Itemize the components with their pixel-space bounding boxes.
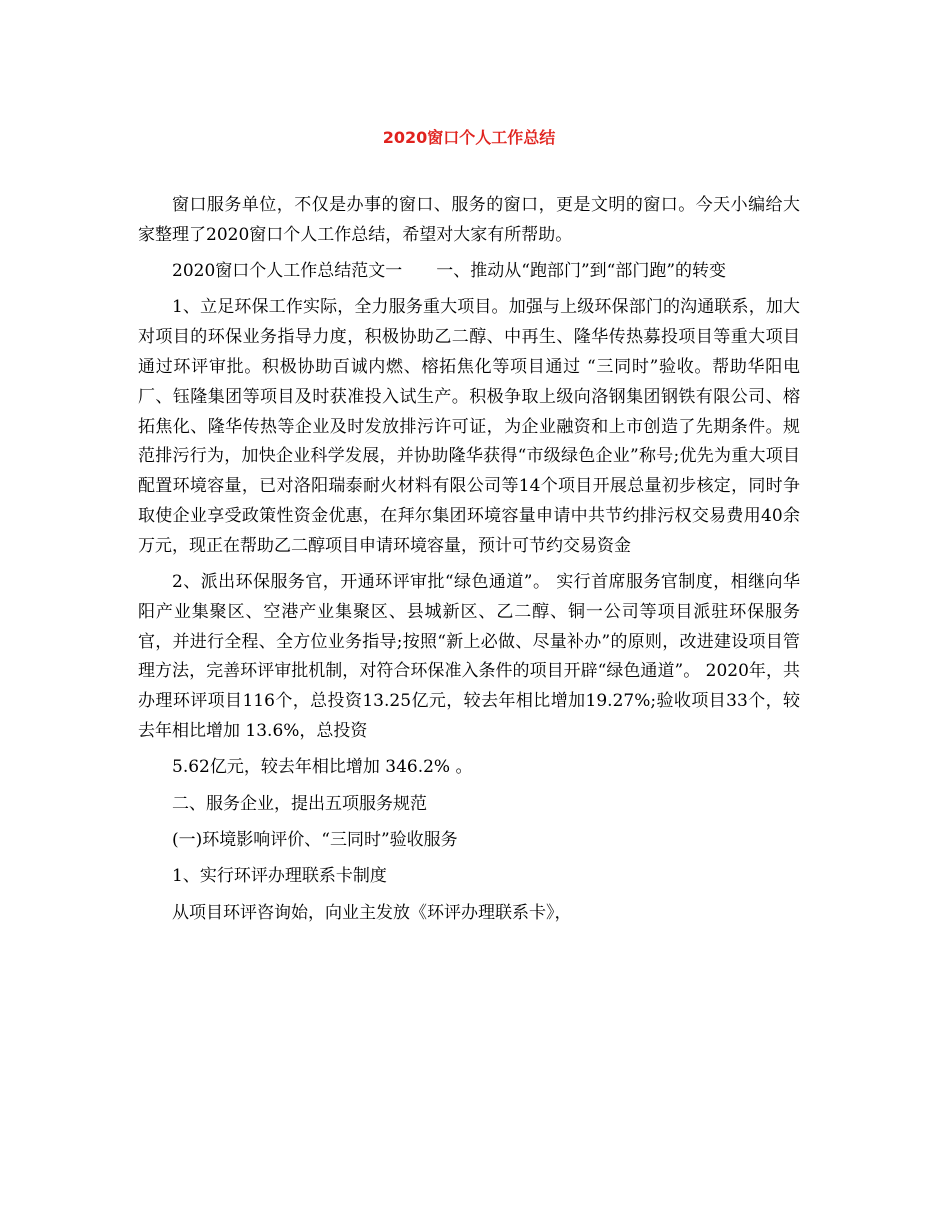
paragraph-heading-one: 2020窗口个人工作总结范文一 一、推动从“跑部门”到“部门跑”的转变	[172, 261, 727, 282]
paragraph-subheading-one: (一)环境影响评价、“三同时”验收服务	[172, 829, 458, 850]
paragraph-item-1: 1、立足环保工作实际，全力服务重大项目。加强与上级环保部门的沟通联系，加大对项目的环保业务指导力度，积极协助乙二醇、中再生、隆华传热募投项目等重大项目通过环评审批。积极协助百诚内燃、榕拓焦化等项目通过 “三同时”验收。帮助华阳电厂、钰隆集团等项目及时获准投入试生产。积极争取上级向洛钢集团钢铁有限公司、榕拓焦化、隆华传热等企业及时发放排污许可证，为企业融资和上市创造了先期条件。规范排污行为，加快企业科学发展，并协助隆华获得“市级绿色企业”称号;优先为重大项目配置环境容量，已对洛阳瑞泰耐火材料有限公司等14个项目开展总量初步核定，同时争取使企业享受政策性资金优惠，在拜尔集团环境容量申请中共节约排污权交易费用40余万元，现正在帮助乙二醇项目申请环境容量，预计可节约交易资金	[138, 297, 800, 556]
paragraph-heading-two: 二、服务企业，提出五项服务规范	[172, 793, 427, 814]
paragraph-item-2-continued: 5.62亿元，较去年相比增加 346.2% 。	[172, 757, 473, 778]
paragraph-subitem-1: 1、实行环评办理联系卡制度	[172, 866, 387, 887]
document-title: 2020窗口个人工作总结	[382, 128, 556, 147]
paragraph-item-2: 2、派出环保服务官，开通环评审批“绿色通道”。 实行首席服务官制度，相继向华阳产业集聚区、空港产业集聚区、县城新区、乙二醇、铜一公司等项目派驻环保服务官，并进行全程、全方位业务指导;按照“新上必做、尽量补办”的原则，改进建设项目管理方法，完善环评审批机制，对符合环保准入条件的项目开辟“绿色通道”。 2020年，共办理环评项目116个，总投资13.25亿元，较去年相比增加19.27%;验收项目33个，较去年相比增加 13.6%，总投资	[138, 572, 800, 742]
paragraph-last: 从项目环评咨询始，向业主发放《环评办理联系卡》，	[172, 902, 572, 923]
paragraph-intro: 窗口服务单位，不仅是办事的窗口、服务的窗口，更是文明的窗口。今天小编给大家整理了2020窗口个人工作总结，希望对大家有所帮助。	[138, 195, 800, 245]
